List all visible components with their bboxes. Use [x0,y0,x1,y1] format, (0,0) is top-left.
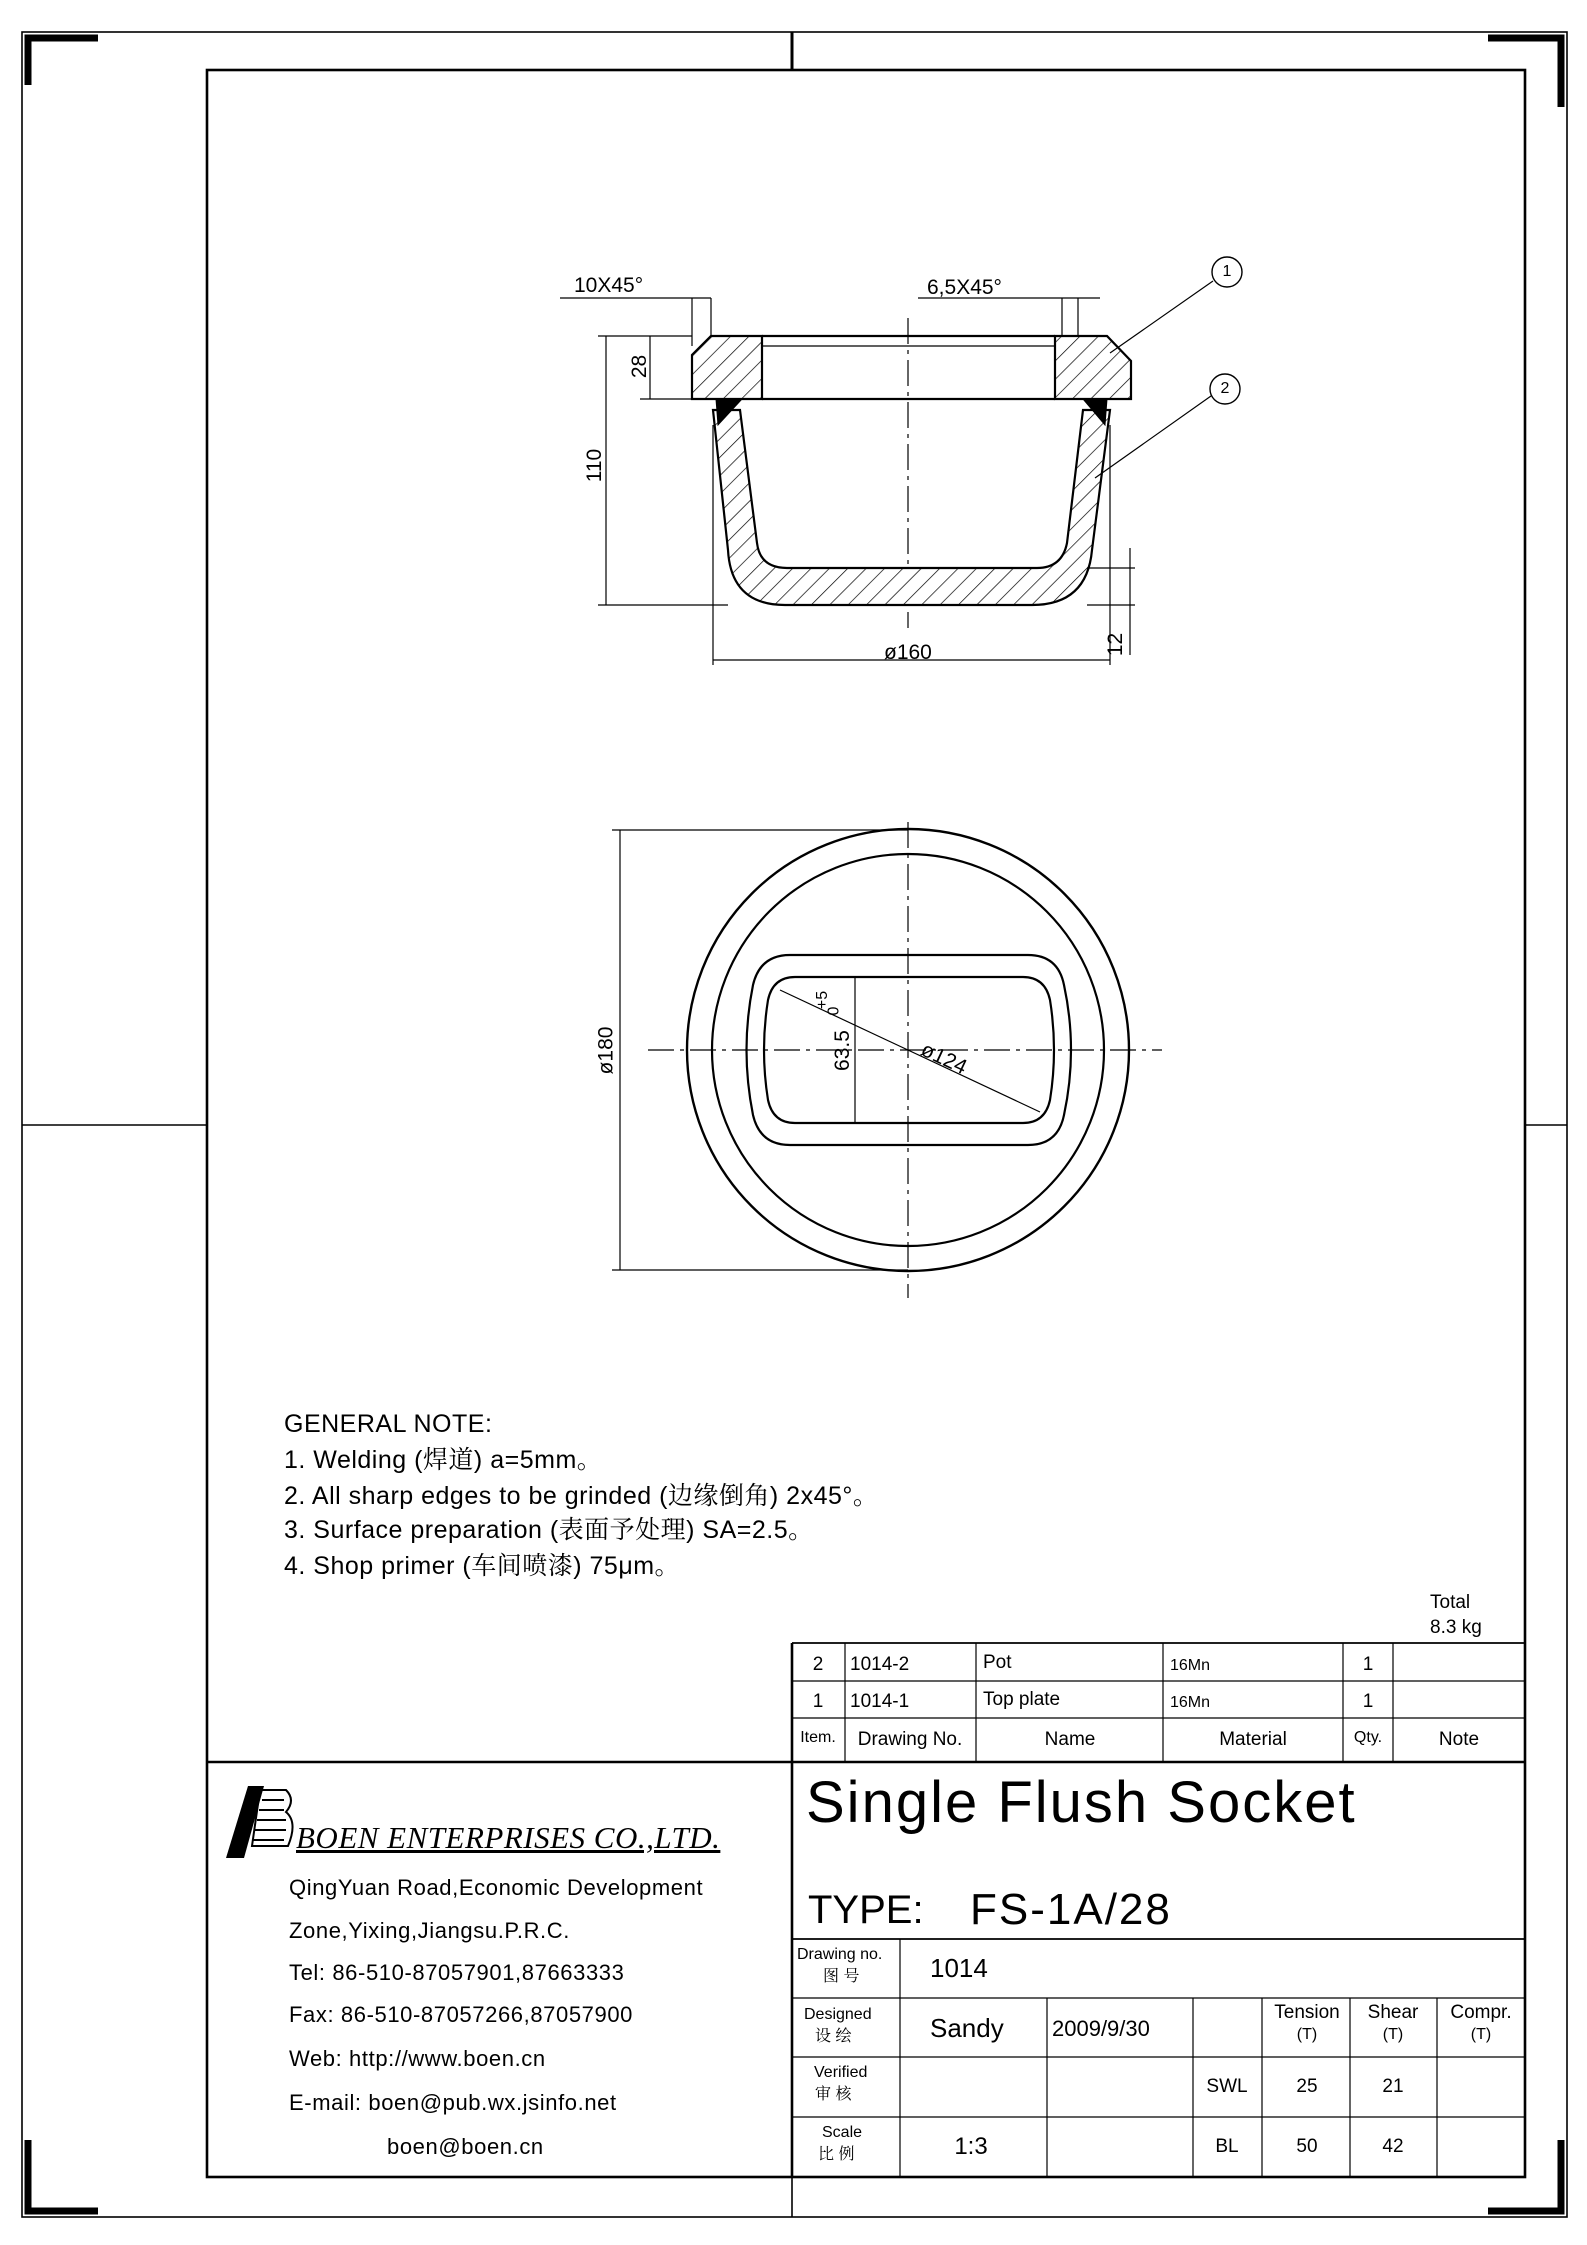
load-header-tension-unit: (T) [1296,2026,1318,2043]
note-item: 2. All sharp edges to be grinded (边缘倒角) 2x45°。 [284,1482,879,1510]
company-web: Web: http://www.boen.cn [289,2046,546,2071]
company-email-2: boen@boen.cn [387,2134,544,2159]
bom-row-item: 1 [812,1691,824,1712]
company-address-1: QingYuan Road,Economic Development [289,1875,704,1900]
type-value: FS-1A/28 [970,1885,1172,1934]
section-view [560,257,1242,665]
note-item: 4. Shop primer (车间喷漆) 75μm。 [284,1552,681,1580]
note-item: 1. Welding (焊道) a=5mm。 [284,1446,603,1474]
dim-pot-diameter: ø160 [884,641,932,664]
bom-row-drawing-no: 1014-2 [850,1654,910,1675]
dim-slot-tol-plus: +5 [814,990,832,1010]
drawing-no-cn: 图 号 [823,1968,860,1985]
bom-row-qty: 1 [1362,1691,1374,1712]
total-value: 8.3 kg [1430,1617,1482,1638]
load-header-shear-unit: (T) [1382,2026,1404,2043]
scale-value: 1:3 [954,2133,988,2160]
bom-row-name: Pot [983,1652,1012,1673]
plan-view [612,822,1162,1298]
load-header-shear: Shear [1367,2002,1419,2023]
bom-header-qty: Qty. [1353,1729,1383,1746]
dim-plate-thickness: 28 [628,354,652,379]
sheet-border [22,32,1567,2217]
bom-row-item: 2 [812,1654,824,1675]
bom-header-drawing-no: Drawing No. [857,1729,963,1750]
scale-cn: 比 例 [818,2146,855,2163]
swl-label: SWL [1206,2076,1248,2097]
bom-row-drawing-no: 1014-1 [850,1691,910,1712]
swl-shear: 21 [1382,2076,1404,2097]
total-label: Total [1430,1592,1471,1613]
bom-header-material: Material [1219,1729,1287,1750]
bl-label: BL [1215,2136,1239,2157]
bom-header-note: Note [1438,1729,1480,1750]
dim-chamfer-right: 6,5X45° [927,276,1002,299]
dim-plate-diameter: ø180 [594,1026,618,1075]
drawing-title: Single Flush Socket [806,1770,1357,1835]
load-header-compr: Compr. [1450,2002,1512,2023]
bom-row-material: 16Mn [1170,1694,1211,1711]
load-header-tension: Tension [1274,2002,1340,2023]
dim-slot-diagonal: ø124 [917,1037,971,1080]
verified-label: Verified [814,2064,868,2081]
type-label: TYPE: [808,1888,924,1932]
design-date: 2009/9/30 [1052,2016,1150,2041]
bom-row-material: 16Mn [1170,1657,1211,1674]
bl-shear: 42 [1382,2136,1404,2157]
company-tel: Tel: 86-510-87057901,87663333 [289,1960,625,1985]
dim-total-height: 110 [583,448,607,483]
drawing-no-label: Drawing no. [797,1946,883,1963]
company-address-2: Zone,Yixing,Jiangsu.P.R.C. [289,1918,570,1943]
designed-cn: 设 绘 [815,2028,852,2045]
dim-slot-width: 63.5 [830,1030,854,1071]
bl-tension: 50 [1296,2136,1318,2157]
dim-slot-tol-zero: 0 [825,1006,843,1016]
bom-row-name: Top plate [983,1689,1061,1710]
verified-cn: 审 核 [815,2086,852,2103]
scale-label: Scale [822,2124,863,2141]
designed-label: Designed [804,2006,872,2023]
company-name: BOEN ENTERPRISES CO.,LTD. [296,1820,721,1855]
notes-heading: GENERAL NOTE: [284,1410,493,1438]
dim-bottom-thickness: 12 [1104,632,1128,657]
balloon-1-label: 1 [1222,263,1232,280]
load-header-compr-unit: (T) [1470,2026,1492,2043]
dim-chamfer-left: 10X45° [574,274,644,297]
bom-header-name: Name [1044,1729,1096,1750]
balloon-2-label: 2 [1220,380,1230,397]
note-item: 3. Surface preparation (表面予处理) SA=2.5。 [284,1516,814,1544]
company-logo-mark [226,1786,293,1858]
swl-tension: 25 [1296,2076,1318,2097]
bom-row-qty: 1 [1362,1654,1374,1675]
designer: Sandy [930,2013,1004,2043]
drawing-no: 1014 [930,1953,988,1983]
company-fax: Fax: 86-510-87057266,87057900 [289,2002,634,2027]
company-email: E-mail: boen@pub.wx.jsinfo.net [289,2090,617,2115]
bom-header-item: Item. [800,1729,836,1746]
